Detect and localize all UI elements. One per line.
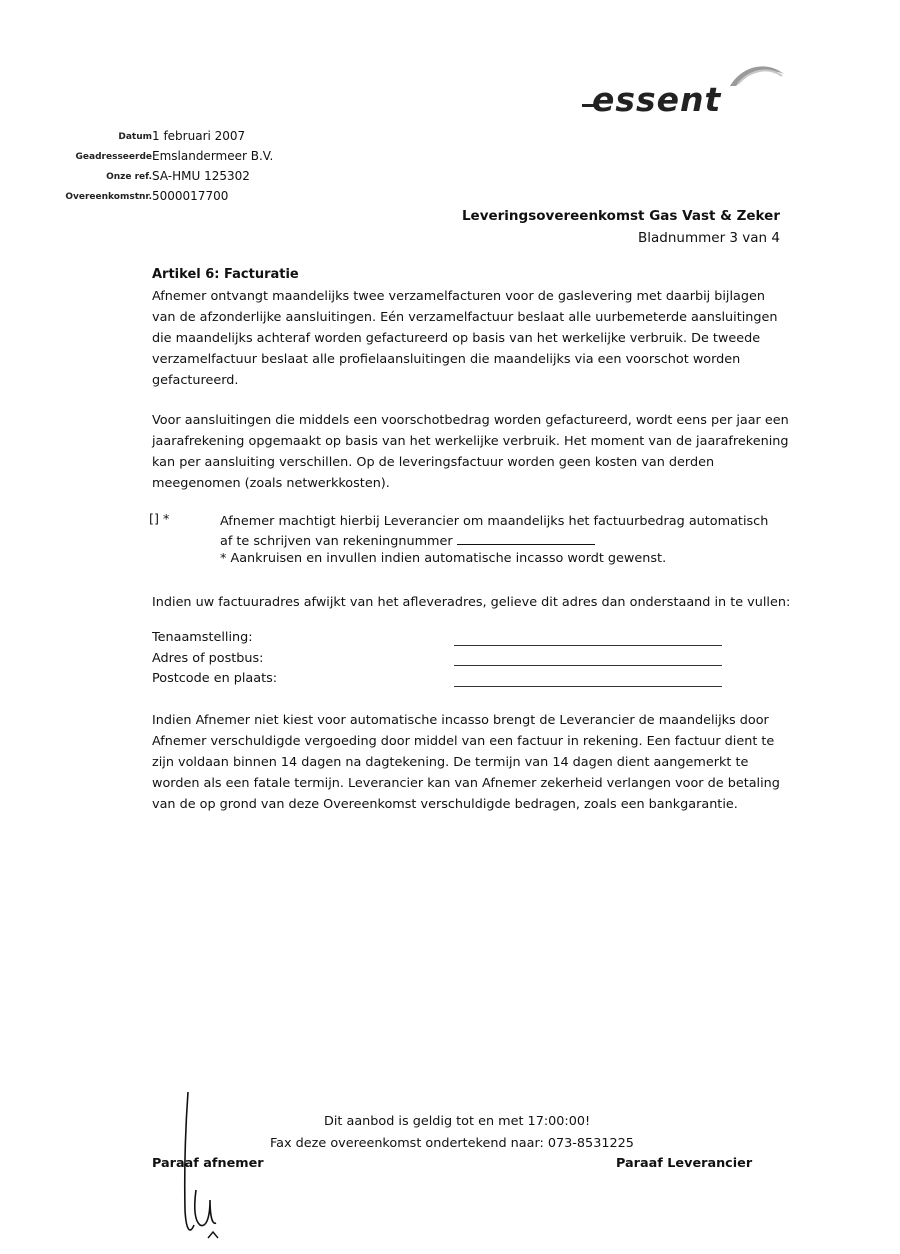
- field-line-postcode: [454, 686, 722, 687]
- document-meta: [40, 128, 300, 208]
- checkbox-mark: [] *: [149, 512, 170, 527]
- meta-row-geadresseerde: [40, 148, 300, 168]
- meta-row-overeenkomstnr: [40, 188, 300, 208]
- handwritten-initials: [180, 1090, 240, 1240]
- paragraph-annual-settlement: Voor aansluitingen die middels een voorschotbedrag worden gefactureerd, wordt eens per jaar een jaarafrekening opgemaakt op basis van het werkelijke verbruik. Het moment van de jaarafrekening kan per aansluiting verschillen. Op de leveringsfactuur worden geen kosten van derden meegenomen (zoals netwerkkosten).: [152, 413, 789, 491]
- meta-label: Geadresseerde: [75, 152, 152, 162]
- footnote: * Aankruisen en invullen indien automatische incasso wordt gewenst.: [220, 551, 667, 566]
- paragraph-payment-terms: Indien Afnemer niet kiest voor automatische incasso brengt de Leverancier de maandelijks door Afnemer verschuldigde vergoeding door middel van een factuur in rekening. Een factuur dient te zijn voldaan binnen 14 dagen na dagtekening. De termijn van 14 dagen dient aangemerkt te worden als een fatale termijn. Leverancier kan van Afnemer zekerheid verlangen voor de betaling van de op grond van deze Overeenkomst verschuldigde bedragen, zoals een bankgarantie.: [152, 713, 780, 812]
- authorization-text: Afnemer machtigt hierbij Leverancier om maandelijks het factuurbedrag automatisch af te schrijven van rekeningnummer: [220, 514, 769, 549]
- fax-instruction: Fax deze overeenkomst ondertekend naar: 073-8531225: [270, 1136, 634, 1151]
- field-label-tenaamstelling: Tenaamstelling:: [152, 630, 253, 645]
- logo-text: essent: [592, 80, 722, 119]
- document-title: Leveringsovereenkomst Gas Vast & Zeker: [461, 208, 780, 224]
- article-heading: Artikel 6: Facturatie: [152, 267, 299, 282]
- meta-value: Emslandermeer B.V.: [152, 149, 274, 163]
- field-label-postcode: Postcode en plaats:: [152, 671, 278, 686]
- account-number-blank: [457, 532, 595, 545]
- field-line-tenaamstelling: [454, 645, 722, 646]
- meta-label: Overeenkomstnr.: [65, 192, 152, 202]
- meta-row-datum: [40, 128, 300, 148]
- authorization-statement: [220, 512, 780, 552]
- essent-logo: [578, 58, 788, 128]
- meta-label: Onze ref.: [106, 172, 152, 182]
- meta-row-onze-ref: [40, 168, 300, 188]
- meta-value: 5000017700: [152, 189, 229, 203]
- paraaf-afnemer: Paraaf afnemer: [152, 1156, 264, 1171]
- paragraph-billing-address: Indien uw factuuradres afwijkt van het afleveradres, gelieve dit adres dan onderstaand in te vullen:: [152, 595, 791, 610]
- meta-label: Datum: [118, 132, 152, 142]
- field-label-adres: Adres of postbus:: [152, 651, 264, 666]
- field-line-adres: [454, 665, 722, 666]
- meta-value: 1 februari 2007: [152, 129, 246, 143]
- meta-value: SA-HMU 125302: [152, 169, 250, 183]
- swoosh-icon: [726, 60, 786, 100]
- paragraph-invoices: Afnemer ontvangt maandelijks twee verzamelfacturen voor de gaslevering met daarbij bijlagen van de afzonderlijke aansluitingen. Eén verzamelfactuur beslaat alle uurbemeterde aansluitingen die maandelijks achteraf worden gefactureerd op basis van het werkelijke verbruik. De tweede verzamelfactuur beslaat alle profielaansluitingen die maandelijks via een voorschot worden gefactureerd.: [152, 289, 778, 388]
- offer-validity: Dit aanbod is geldig tot en met 17:00:00!: [324, 1114, 591, 1129]
- page-number: Bladnummer 3 van 4: [638, 230, 780, 246]
- paraaf-leverancier: Paraaf Leverancier: [616, 1156, 753, 1171]
